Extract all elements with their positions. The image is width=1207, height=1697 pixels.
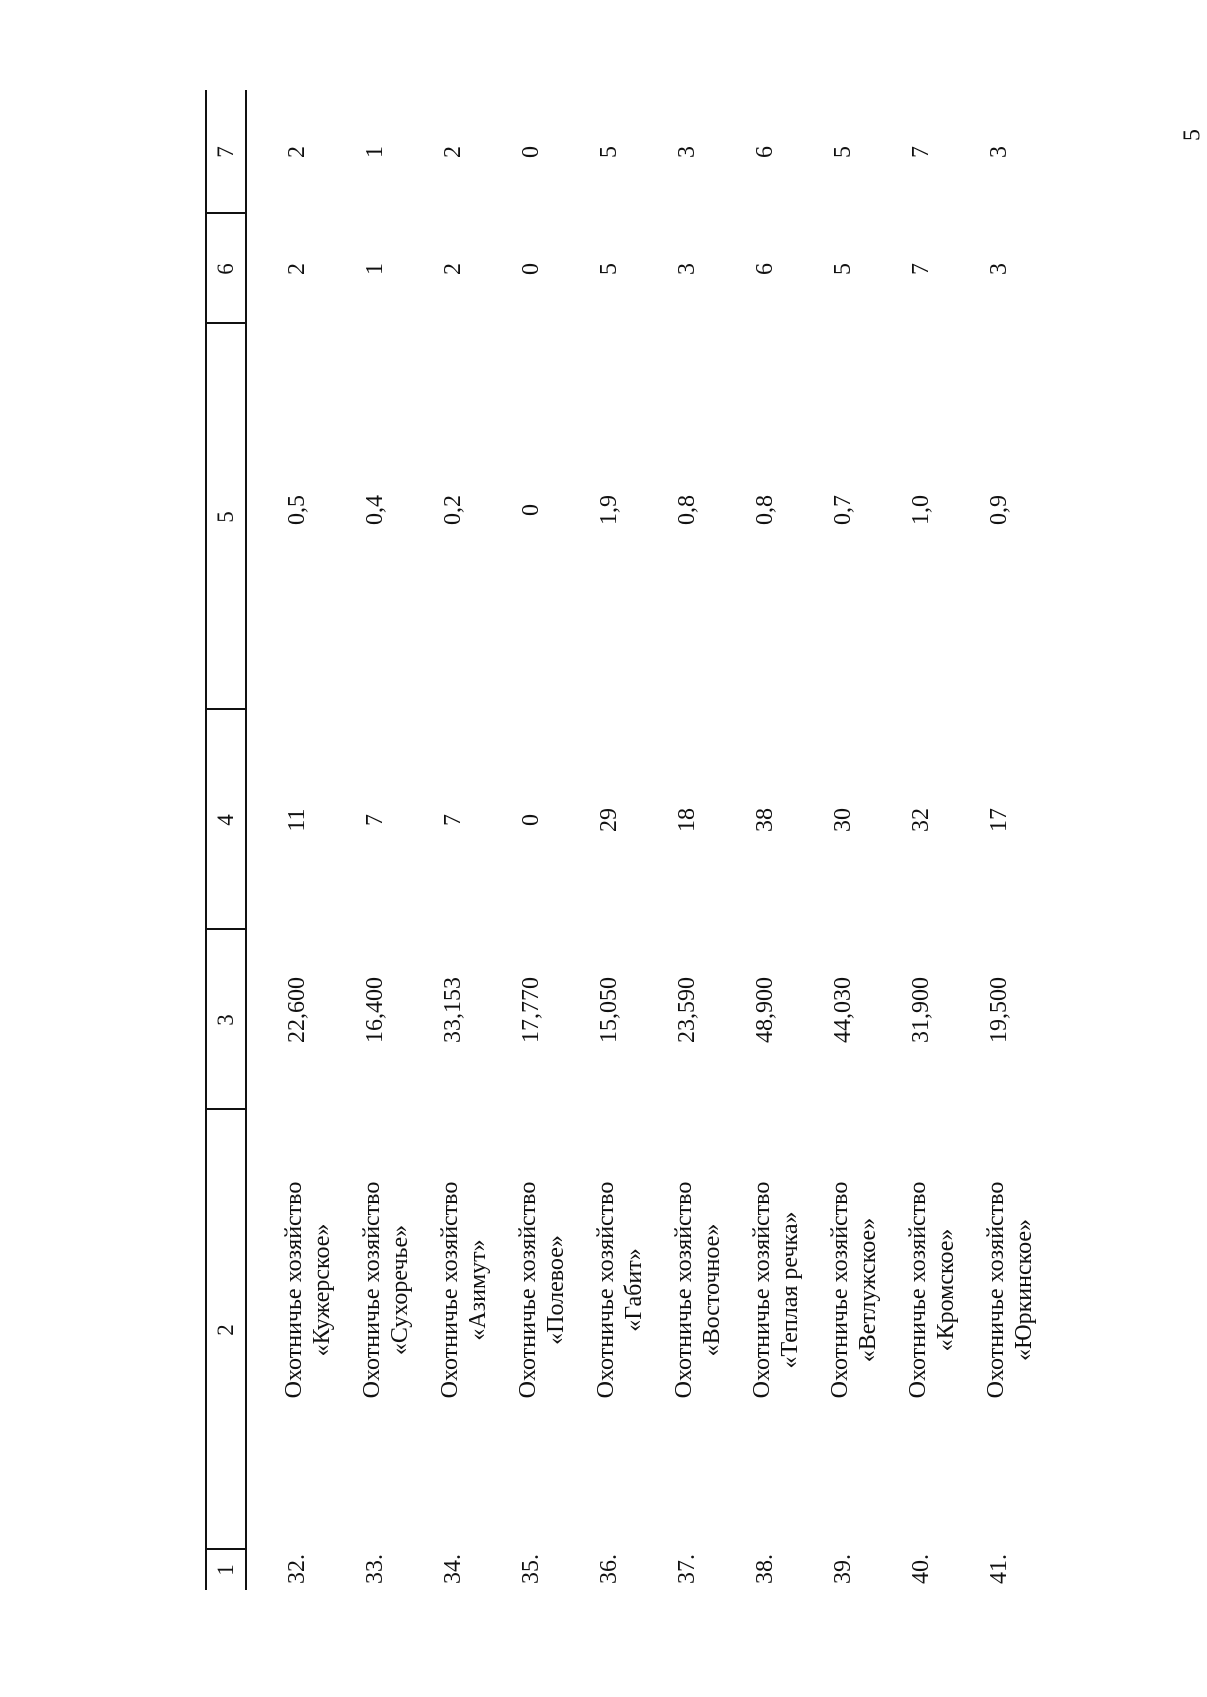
table-row: [280, 90, 358, 1590]
cell-col-7: 3: [674, 146, 700, 158]
header-col-3: 3: [213, 1014, 238, 1026]
cell-col-6: 5: [596, 263, 622, 275]
row-name: [826, 1110, 882, 1470]
table-row: [904, 90, 982, 1590]
cell-col-5: 1,0: [908, 495, 934, 525]
row-number: 36.: [596, 1554, 622, 1584]
header-col-6: 6: [213, 263, 238, 275]
row-number: 34.: [440, 1554, 466, 1584]
row-name: [280, 1110, 336, 1470]
cell-col-4: 32: [908, 808, 934, 832]
row-name-line1: Охотничье хозяйство: [749, 1181, 775, 1399]
row-number: 33.: [362, 1554, 388, 1584]
row-name-line2: «Восточное»: [699, 1223, 725, 1357]
row-name-line2: «Ветлужское»: [855, 1217, 881, 1363]
table-row: [436, 90, 514, 1590]
row-name: [982, 1110, 1038, 1470]
cell-col-4: 38: [752, 808, 778, 832]
row-name-line2: «Теплая речка»: [777, 1211, 803, 1369]
row-name-line1: Охотничье хозяйство: [281, 1181, 307, 1399]
cell-col-3: 19,500: [986, 977, 1012, 1043]
cell-col-4: 0: [518, 814, 544, 826]
row-name: [436, 1110, 492, 1470]
row-name-line1: Охотничье хозяйство: [359, 1181, 385, 1399]
row-name-line1: Охотничье хозяйство: [437, 1181, 463, 1399]
cell-col-3: 22,600: [284, 977, 310, 1043]
header-col-7: 7: [213, 146, 238, 158]
cell-col-4: 11: [284, 808, 310, 832]
row-number: 35.: [518, 1554, 544, 1584]
row-number: 37.: [674, 1554, 700, 1584]
cell-col-6: 3: [986, 263, 1012, 275]
cell-col-5: 0,9: [986, 495, 1012, 525]
row-name: [748, 1110, 804, 1470]
row-name-line1: Охотничье хозяйство: [827, 1181, 853, 1399]
rotated-table: [205, 90, 1065, 1590]
table-row: [826, 90, 904, 1590]
cell-col-6: 7: [908, 263, 934, 275]
cell-col-7: 0: [518, 146, 544, 158]
cell-col-7: 5: [830, 146, 856, 158]
cell-col-7: 5: [596, 146, 622, 158]
row-name-line1: Охотничье хозяйство: [515, 1181, 541, 1399]
row-number: 39.: [830, 1554, 856, 1584]
table-row: [670, 90, 748, 1590]
cell-col-6: 2: [284, 263, 310, 275]
cell-col-4: 7: [362, 814, 388, 826]
cell-col-7: 2: [440, 146, 466, 158]
cell-col-7: 7: [908, 146, 934, 158]
table-row: [358, 90, 436, 1590]
row-name: [592, 1110, 648, 1470]
header-col-2: 2: [213, 1324, 238, 1336]
cell-col-7: 3: [986, 146, 1012, 158]
table-row: [748, 90, 826, 1590]
table-row: [514, 90, 592, 1590]
cell-col-5: 0,4: [362, 495, 388, 525]
row-name: [670, 1110, 726, 1470]
row-name-line2: «Полевое»: [543, 1235, 569, 1345]
cell-col-6: 2: [440, 263, 466, 275]
row-number: 41.: [986, 1554, 1012, 1584]
cell-col-3: 48,900: [752, 977, 778, 1043]
row-name-line1: Охотничье хозяйство: [671, 1181, 697, 1399]
cell-col-6: 3: [674, 263, 700, 275]
row-name-line2: «Габит»: [621, 1248, 647, 1332]
row-name: [514, 1110, 570, 1470]
page-number: 5: [1179, 129, 1206, 141]
row-name-line2: «Юркинское»: [1011, 1218, 1037, 1362]
table-row: [982, 90, 1060, 1590]
cell-col-4: 17: [986, 808, 1012, 832]
cell-col-5: 0,5: [284, 495, 310, 525]
cell-col-6: 6: [752, 263, 778, 275]
cell-col-3: 33,153: [440, 977, 466, 1043]
cell-col-3: 23,590: [674, 977, 700, 1043]
cell-col-7: 1: [362, 146, 388, 158]
row-name-line1: Охотничье хозяйство: [983, 1181, 1009, 1399]
row-number: 40.: [908, 1554, 934, 1584]
cell-col-3: 16,400: [362, 977, 388, 1043]
cell-col-3: 17,770: [518, 977, 544, 1043]
cell-col-5: 0,8: [674, 495, 700, 525]
cell-col-3: 15,050: [596, 977, 622, 1043]
row-name-line1: Охотничье хозяйство: [593, 1181, 619, 1399]
row-name: [904, 1110, 960, 1470]
cell-col-6: 0: [518, 263, 544, 275]
cell-col-4: 30: [830, 808, 856, 832]
cell-col-6: 1: [362, 263, 388, 275]
row-name-line2: «Азимут»: [465, 1239, 491, 1341]
header-col-1: 1: [213, 1564, 238, 1576]
row-number: 38.: [752, 1554, 778, 1584]
row-name-line1: Охотничье хозяйство: [905, 1181, 931, 1399]
cell-col-3: 31,900: [908, 977, 934, 1043]
header-col-5: 5: [213, 511, 238, 523]
table-row: [592, 90, 670, 1590]
cell-col-5: 0,7: [830, 495, 856, 525]
row-name: [358, 1110, 414, 1470]
cell-col-5: 0: [518, 504, 544, 516]
row-name-line2: «Кромское»: [933, 1228, 959, 1352]
row-name-line2: «Кужерское»: [309, 1223, 335, 1357]
cell-col-3: 44,030: [830, 977, 856, 1043]
cell-col-4: 7: [440, 814, 466, 826]
cell-col-7: 6: [752, 146, 778, 158]
cell-col-7: 2: [284, 146, 310, 158]
cell-col-5: 0,2: [440, 495, 466, 525]
cell-col-5: 1,9: [596, 495, 622, 525]
cell-col-4: 18: [674, 808, 700, 832]
row-number: 32.: [284, 1554, 310, 1584]
row-name-line2: «Сухоречье»: [387, 1224, 413, 1356]
header-col-4: 4: [213, 814, 238, 826]
cell-col-5: 0,8: [752, 495, 778, 525]
cell-col-6: 5: [830, 263, 856, 275]
cell-col-4: 29: [596, 808, 622, 832]
